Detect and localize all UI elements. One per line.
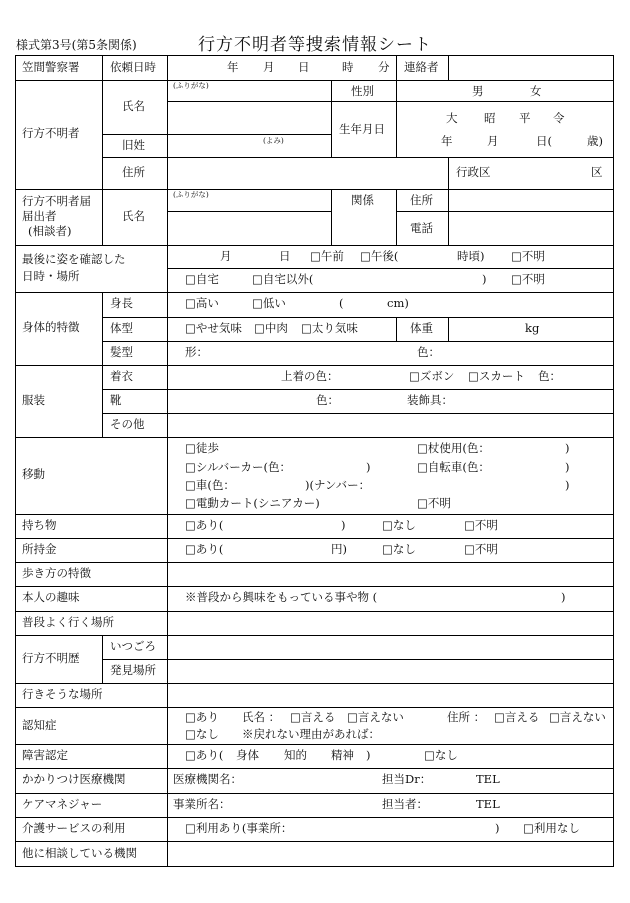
electric-cart-checkbox[interactable]: □電動カート(シニアカー) [185, 496, 320, 510]
name-label: 氏名 [122, 99, 145, 113]
row-divider [396, 211, 613, 212]
belongings-unknown-checkbox[interactable]: □不明 [464, 518, 498, 532]
pants-checkbox[interactable]: □ズボン [409, 369, 455, 383]
row-divider [102, 341, 613, 342]
hair-color-label: 色： [417, 345, 440, 359]
column-divider [102, 56, 103, 80]
money-yen-unit: 円) [331, 542, 347, 556]
height-tall-checkbox[interactable]: □高い [185, 296, 219, 310]
row-divider [16, 611, 613, 612]
time-unit: 時頃) [457, 249, 485, 263]
row-divider [16, 635, 613, 636]
last-seen-month-unit: 月 [220, 249, 232, 263]
row-divider [16, 562, 613, 563]
column-divider [396, 56, 397, 80]
row-divider [16, 841, 613, 842]
name-can-say-checkbox[interactable]: □言える [290, 710, 336, 724]
male-option[interactable]: 男 [472, 84, 484, 98]
doctor-label: 担当Dr： [382, 772, 432, 786]
dementia-name-label: 氏名 ： [242, 710, 281, 724]
row-divider [16, 245, 613, 246]
furigana-label: (ふりがな) [173, 81, 209, 90]
row-divider [16, 744, 613, 745]
care-service-close-paren: ) [495, 821, 500, 835]
minute-unit: 分 [378, 60, 390, 74]
birth-month-unit: 月 [487, 134, 499, 148]
year-unit: 年 [227, 60, 239, 74]
clothing-section-label: 服装 [22, 393, 45, 407]
belongings-label: 持ち物 [22, 518, 57, 532]
row-divider [102, 389, 613, 390]
hobby-close-paren: ) [561, 590, 566, 604]
sex-label: 性別 [351, 84, 374, 98]
usual-places-label: 普段よく行く場所 [22, 615, 114, 629]
garment-label: 着衣 [110, 369, 133, 383]
height-cm-unit: cm) [387, 296, 409, 310]
silver-car-close-paren: ) [366, 460, 371, 474]
column-divider [448, 157, 449, 189]
column-divider [167, 56, 168, 866]
bicycle-checkbox[interactable]: □自転車(色： [417, 460, 490, 474]
reporter-furigana-label: (ふりがな) [173, 190, 209, 199]
page-title: 行方不明者等捜索情報シート [198, 35, 432, 55]
dementia-yes-checkbox[interactable]: □あり [185, 710, 219, 724]
height-open-paren: ( [339, 296, 344, 310]
outside-home-checkbox[interactable]: □自宅以外( [252, 272, 314, 286]
silver-car-checkbox[interactable]: □シルバーカー(色： [185, 460, 292, 474]
care-person-label: 担当者： [382, 797, 428, 811]
phone-label: 電話 [410, 221, 433, 235]
disability-intellectual: 知的 [284, 748, 307, 762]
reporter-address-label: 住所 [410, 193, 433, 207]
reporter-section-label-1: 行方不明者届 [22, 194, 91, 208]
walking-style-label: 歩き方の特徴 [22, 566, 91, 580]
row-divider [16, 817, 613, 818]
name-cannot-say-checkbox[interactable]: □言えない [347, 710, 404, 724]
row-divider [16, 437, 613, 438]
belongings-yes-checkbox[interactable]: □あり( [185, 518, 224, 532]
era-showa[interactable]: 昭 [484, 111, 496, 125]
home-checkbox[interactable]: □自宅 [185, 272, 219, 286]
column-divider [102, 635, 103, 683]
cane-checkbox[interactable]: □杖使用(色： [417, 441, 490, 455]
row-divider [167, 268, 613, 269]
clinic-tel-label: TEL [476, 772, 500, 786]
other-organization-label: 他に相談している機関 [22, 846, 137, 860]
reporter-section-label-3: (相談者) [28, 224, 72, 238]
am-checkbox[interactable]: □午前 [310, 249, 344, 263]
movement-label: 移動 [22, 467, 45, 481]
belongings-none-checkbox[interactable]: □なし [382, 518, 416, 532]
disability-close-paren: ) [366, 748, 371, 762]
form-number-label: 様式第3号(第5条関係) [16, 38, 137, 52]
disability-physical: 身体 [236, 748, 259, 762]
address-label: 住所 [122, 165, 145, 179]
office-name-label: 事業所名： [173, 797, 231, 811]
clinic-name-label: 医療機関名： [173, 772, 242, 786]
dementia-label: 認知症 [22, 718, 57, 732]
missing-history-label: 行方不明歴 [22, 651, 80, 665]
row-divider [16, 292, 613, 293]
column-divider [102, 189, 103, 245]
last-seen-label-2: 日時・場所 [22, 269, 80, 283]
birth-day-unit: 日( [536, 134, 552, 148]
reporter-section-label-2: 届出者 [22, 209, 57, 223]
build-thin-checkbox[interactable]: □やせ気味 [185, 321, 242, 335]
height-short-checkbox[interactable]: □低い [252, 296, 286, 310]
top-color-label: 上着の色： [281, 369, 339, 383]
pm-checkbox[interactable]: □午後( [360, 249, 399, 263]
ward-label: 行政区 [456, 165, 491, 179]
ward-unit: 区 [591, 165, 603, 179]
column-divider [331, 189, 332, 245]
hour-unit: 時 [342, 60, 354, 74]
build-medium-checkbox[interactable]: □中肉 [254, 321, 288, 335]
place-close-paren: ) [482, 272, 487, 286]
address-cannot-say-checkbox[interactable]: □言えない [549, 710, 606, 724]
dementia-address-label: 住所 ： [447, 710, 486, 724]
column-divider [448, 317, 449, 341]
disability-mental: 精神 [331, 748, 354, 762]
birthdate-label: 生年月日 [339, 122, 385, 136]
dementia-none-checkbox[interactable]: □なし [185, 727, 219, 741]
last-seen-day-unit: 日 [279, 249, 291, 263]
row-divider [102, 659, 613, 660]
money-unknown-checkbox[interactable]: □不明 [464, 542, 498, 556]
column-divider [102, 80, 103, 189]
weight-kg-unit: kg [525, 321, 540, 335]
accessory-label: 装飾具： [407, 393, 453, 407]
build-heavy-checkbox[interactable]: □太り気味 [301, 321, 358, 335]
row-divider [16, 768, 613, 769]
former-name-label: 旧姓 [122, 138, 145, 152]
relation-label: 関係 [351, 193, 374, 207]
column-divider [102, 292, 103, 437]
care-service-none-checkbox[interactable]: □利用なし [523, 821, 580, 835]
row-divider [167, 211, 331, 212]
column-divider [396, 189, 397, 245]
row-divider [16, 365, 613, 366]
dementia-reason-label: ※戻れない理由があれば： [242, 727, 380, 741]
care-service-label: 介護サービスの利用 [22, 821, 126, 835]
disability-label: 障害認定 [22, 748, 68, 762]
skirt-checkbox[interactable]: □スカート [468, 369, 525, 383]
history-when-label: いつごろ [110, 639, 156, 653]
month-unit: 月 [263, 60, 275, 74]
row-divider [16, 189, 613, 190]
care-service-yes-checkbox[interactable]: □利用あり(事業所： [185, 821, 293, 835]
row-divider [167, 101, 331, 102]
era-taisho[interactable]: 大 [446, 111, 458, 125]
hobby-label: 本人の趣味 [22, 590, 80, 604]
row-divider [16, 683, 613, 684]
money-label: 所持金 [22, 542, 57, 556]
money-yes-checkbox[interactable]: □あり( [185, 542, 224, 556]
car-number-label: )(ナンバー： [305, 478, 371, 492]
row-divider [16, 538, 613, 539]
care-tel-label: TEL [476, 797, 500, 811]
likely-places-label: 行きそうな場所 [22, 687, 103, 701]
place-unknown-checkbox[interactable]: □不明 [511, 272, 545, 286]
belongings-close-paren: ) [341, 518, 346, 532]
address-can-say-checkbox[interactable]: □言える [494, 710, 540, 724]
height-label: 身長 [110, 296, 133, 310]
era-heisei[interactable]: 平 [519, 111, 531, 125]
hobby-note: ※普段から興味をもっている事や物 ( [185, 590, 378, 604]
car-checkbox[interactable]: □車(色： [185, 478, 235, 492]
money-none-checkbox[interactable]: □なし [382, 542, 416, 556]
row-divider [16, 80, 613, 81]
contact-person-label: 連絡者 [404, 60, 439, 74]
history-found-place-label: 発見場所 [110, 663, 156, 677]
other-clothing-label: その他 [110, 417, 145, 431]
clinic-label: かかりつけ医療機関 [22, 772, 126, 786]
row-divider [102, 317, 613, 318]
female-option[interactable]: 女 [530, 84, 542, 98]
disability-none-checkbox[interactable]: □なし [424, 748, 458, 762]
row-divider [16, 586, 613, 587]
hairstyle-label: 髪型 [110, 345, 133, 359]
row-divider [331, 101, 613, 102]
row-divider [16, 707, 613, 708]
walk-checkbox[interactable]: □徒歩 [185, 441, 219, 455]
column-divider [396, 317, 397, 341]
row-divider [102, 134, 331, 135]
row-divider [102, 413, 613, 414]
care-manager-label: ケアマネジャー [22, 797, 103, 811]
column-divider [448, 56, 449, 80]
bicycle-close-paren: ) [565, 460, 570, 474]
time-unknown-checkbox[interactable]: □不明 [511, 249, 545, 263]
police-station-label: 笠間警察署 [22, 60, 80, 74]
form-table [15, 55, 614, 867]
yomi-label: (よみ) [263, 136, 284, 145]
request-date-label: 依頼日時 [110, 60, 156, 74]
column-divider [448, 189, 449, 245]
car-close-paren: ) [565, 478, 570, 492]
column-divider [396, 80, 397, 157]
disability-yes-checkbox[interactable]: □あり( [185, 748, 224, 762]
build-label: 体型 [110, 321, 133, 335]
row-divider [102, 157, 613, 158]
movement-unknown-checkbox[interactable]: □不明 [417, 496, 451, 510]
shoes-label: 靴 [110, 393, 122, 407]
era-reiwa[interactable]: 令 [553, 111, 565, 125]
row-divider [16, 514, 613, 515]
shoes-color-label: 色： [316, 393, 339, 407]
birth-year-unit: 年 [441, 134, 453, 148]
cane-close-paren: ) [565, 441, 570, 455]
hair-shape-label: 形： [185, 345, 208, 359]
last-seen-label-1: 最後に姿を確認した [22, 252, 126, 266]
missing-person-section-label: 行方不明者 [22, 126, 80, 140]
age-unit: 歳) [587, 134, 603, 148]
row-divider [16, 793, 613, 794]
day-unit: 日 [298, 60, 310, 74]
physical-section-label: 身体的特徴 [22, 320, 80, 334]
weight-label: 体重 [410, 321, 433, 335]
reporter-name-label: 氏名 [122, 209, 145, 223]
bottom-color-label: 色： [538, 369, 561, 383]
column-divider [331, 80, 332, 157]
